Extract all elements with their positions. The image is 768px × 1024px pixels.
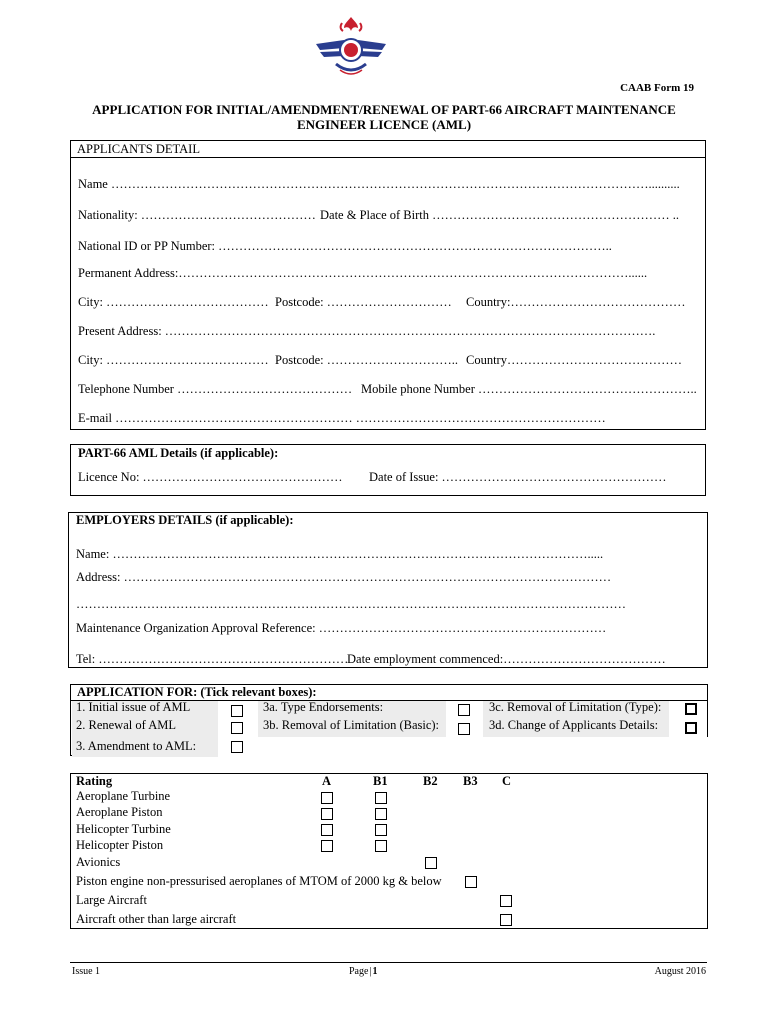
opt-3c-checkbox[interactable]	[685, 703, 697, 715]
country-field-1[interactable]: Country:……………………………………	[466, 295, 686, 309]
aeroplane-turbine-a-checkbox[interactable]	[321, 792, 333, 804]
date-employment-commenced-field[interactable]: Date employment commenced:…………………………………	[347, 652, 666, 666]
opt-3d-label: 3d. Change of Applicants Details:	[489, 718, 659, 732]
employer-address-field[interactable]: Address: ………………………………………………………………………………………………………	[76, 570, 612, 584]
employer-name-field[interactable]: Name: …………………………………………………………………………………………………….....	[76, 547, 604, 561]
employer-tel-field[interactable]: Tel: ……………………………………………………	[76, 652, 349, 666]
opt-initial-issue-checkbox[interactable]	[231, 705, 243, 717]
aeroplane-piston-a-checkbox[interactable]	[321, 808, 333, 820]
telephone-field[interactable]: Telephone Number ……………………………………	[78, 382, 353, 396]
opt-3c-label: 3c. Removal of Limitation (Type):	[489, 700, 662, 714]
aeroplane-turbine-b1-checkbox[interactable]	[375, 792, 387, 804]
date-place-birth-field[interactable]: Date & Place of Birth ………………………………………………… ..	[320, 208, 679, 222]
title-line-2: ENGINEER LICENCE (AML)	[296, 117, 472, 132]
opt-3a-checkbox[interactable]	[458, 704, 470, 716]
applicants-detail-heading: APPLICANTS DETAIL	[77, 142, 200, 156]
nationality-field[interactable]: Nationality: ……………………………………	[78, 208, 316, 222]
col-b3-header: B3	[463, 774, 478, 788]
title-line-1: APPLICATION FOR INITIAL/AMENDMENT/RENEWAL OF PART-66 AIRCRAFT MAINTENANCE	[92, 102, 676, 117]
postcode-field-1[interactable]: Postcode: …………………………	[275, 295, 452, 309]
blank-area	[218, 737, 708, 756]
email-field[interactable]: E-mail ………………………………………………… ……………………………………………………	[78, 411, 606, 425]
postcode-field-2[interactable]: Postcode: …………………………..	[275, 353, 458, 367]
aml-details-heading: PART-66 AML Details (if applicable):	[78, 446, 279, 460]
caab-logo-icon	[314, 14, 388, 84]
col-b2-header: B2	[423, 774, 438, 788]
present-address-field[interactable]: Present Address: ……………………………………………………………………………………………………….	[78, 324, 656, 338]
row-aeroplane-piston: Aeroplane Piston	[76, 805, 163, 819]
footer-rule	[70, 962, 707, 963]
opt-amendment-label: 3. Amendment to AML:	[76, 739, 197, 753]
helicopter-turbine-b1-checkbox[interactable]	[375, 824, 387, 836]
row-piston-non-pressurised: Piston engine non-pressurised aeroplanes of MTOM of 2000 kg & below	[76, 874, 442, 888]
approval-reference-field[interactable]: Maintenance Organization Approval Reference: ……………………………………………………………	[76, 621, 607, 635]
form-title	[0, 102, 768, 132]
opt-3a-label: 3a. Type Endorsements:	[263, 700, 384, 714]
other-aircraft-c-checkbox[interactable]	[500, 914, 512, 926]
licence-no-field[interactable]: Licence No: …………………………………………	[78, 470, 343, 484]
helicopter-piston-a-checkbox[interactable]	[321, 840, 333, 852]
helicopter-piston-b1-checkbox[interactable]	[375, 840, 387, 852]
row-aeroplane-turbine: Aeroplane Turbine	[76, 789, 171, 803]
footer-date: August 2016	[654, 966, 706, 977]
piston-non-pressurised-b3-checkbox[interactable]	[465, 876, 477, 888]
opt-3d-checkbox[interactable]	[685, 722, 697, 734]
city-field-2[interactable]: City: …………………………………	[78, 353, 269, 367]
row-helicopter-piston: Helicopter Piston	[76, 838, 164, 852]
col-a-header: A	[322, 774, 332, 788]
application-for-section	[70, 684, 708, 756]
footer-issue: Issue 1	[72, 966, 101, 977]
applicants-detail-section	[70, 140, 706, 430]
row-helicopter-turbine: Helicopter Turbine	[76, 822, 171, 836]
helicopter-turbine-a-checkbox[interactable]	[321, 824, 333, 836]
national-id-field[interactable]: National ID or PP Number: …………………………………………………………………………………..	[78, 239, 612, 253]
row-avionics: Avionics	[76, 855, 121, 869]
form-number: CAAB Form 19	[620, 82, 694, 94]
aeroplane-piston-b1-checkbox[interactable]	[375, 808, 387, 820]
country-field-2[interactable]: Country……………………………………	[466, 353, 682, 367]
mobile-field[interactable]: Mobile phone Number ……………………………………………..	[361, 382, 697, 396]
opt-renewal-checkbox[interactable]	[231, 722, 243, 734]
large-aircraft-c-checkbox[interactable]	[500, 895, 512, 907]
city-field-1[interactable]: City: …………………………………	[78, 295, 269, 309]
opt-3b-label: 3b. Removal of Limitation (Basic):	[263, 718, 440, 732]
footer-page-separator: |	[369, 966, 372, 977]
opt-amendment-checkbox[interactable]	[231, 741, 243, 753]
row-other-aircraft: Aircraft other than large aircraft	[76, 912, 237, 926]
permanent-address-field[interactable]: Permanent Address:………………………………………………………………………………………………......	[78, 266, 648, 280]
row-large-aircraft: Large Aircraft	[76, 893, 147, 907]
opt-renewal-label: 2. Renewal of AML	[76, 718, 176, 732]
employer-address-line-2[interactable]: ……………………………………………………………………………………………………………………	[76, 597, 626, 611]
col-c-header: C	[502, 774, 512, 788]
rating-section	[70, 773, 708, 929]
avionics-b2-checkbox[interactable]	[425, 857, 437, 869]
name-field[interactable]: Name …………………………………………………………………………………………………………………..........	[78, 177, 680, 191]
col-b1-header: B1	[373, 774, 388, 788]
employers-details-heading: EMPLOYERS DETAILS (if applicable):	[76, 513, 294, 527]
footer-page-number: 1	[372, 966, 378, 977]
date-of-issue-field[interactable]: Date of Issue: ………………………………………………	[369, 470, 667, 484]
application-for-heading: APPLICATION FOR: (Tick relevant boxes):	[77, 685, 317, 699]
opt-3b-checkbox[interactable]	[458, 723, 470, 735]
footer-page-prefix: Page	[349, 966, 369, 977]
rating-heading: Rating	[76, 774, 113, 788]
employers-details-section	[68, 512, 708, 668]
opt-initial-issue-label: 1. Initial issue of AML	[76, 700, 191, 714]
aml-details-section	[70, 444, 706, 496]
footer-page	[349, 966, 377, 977]
